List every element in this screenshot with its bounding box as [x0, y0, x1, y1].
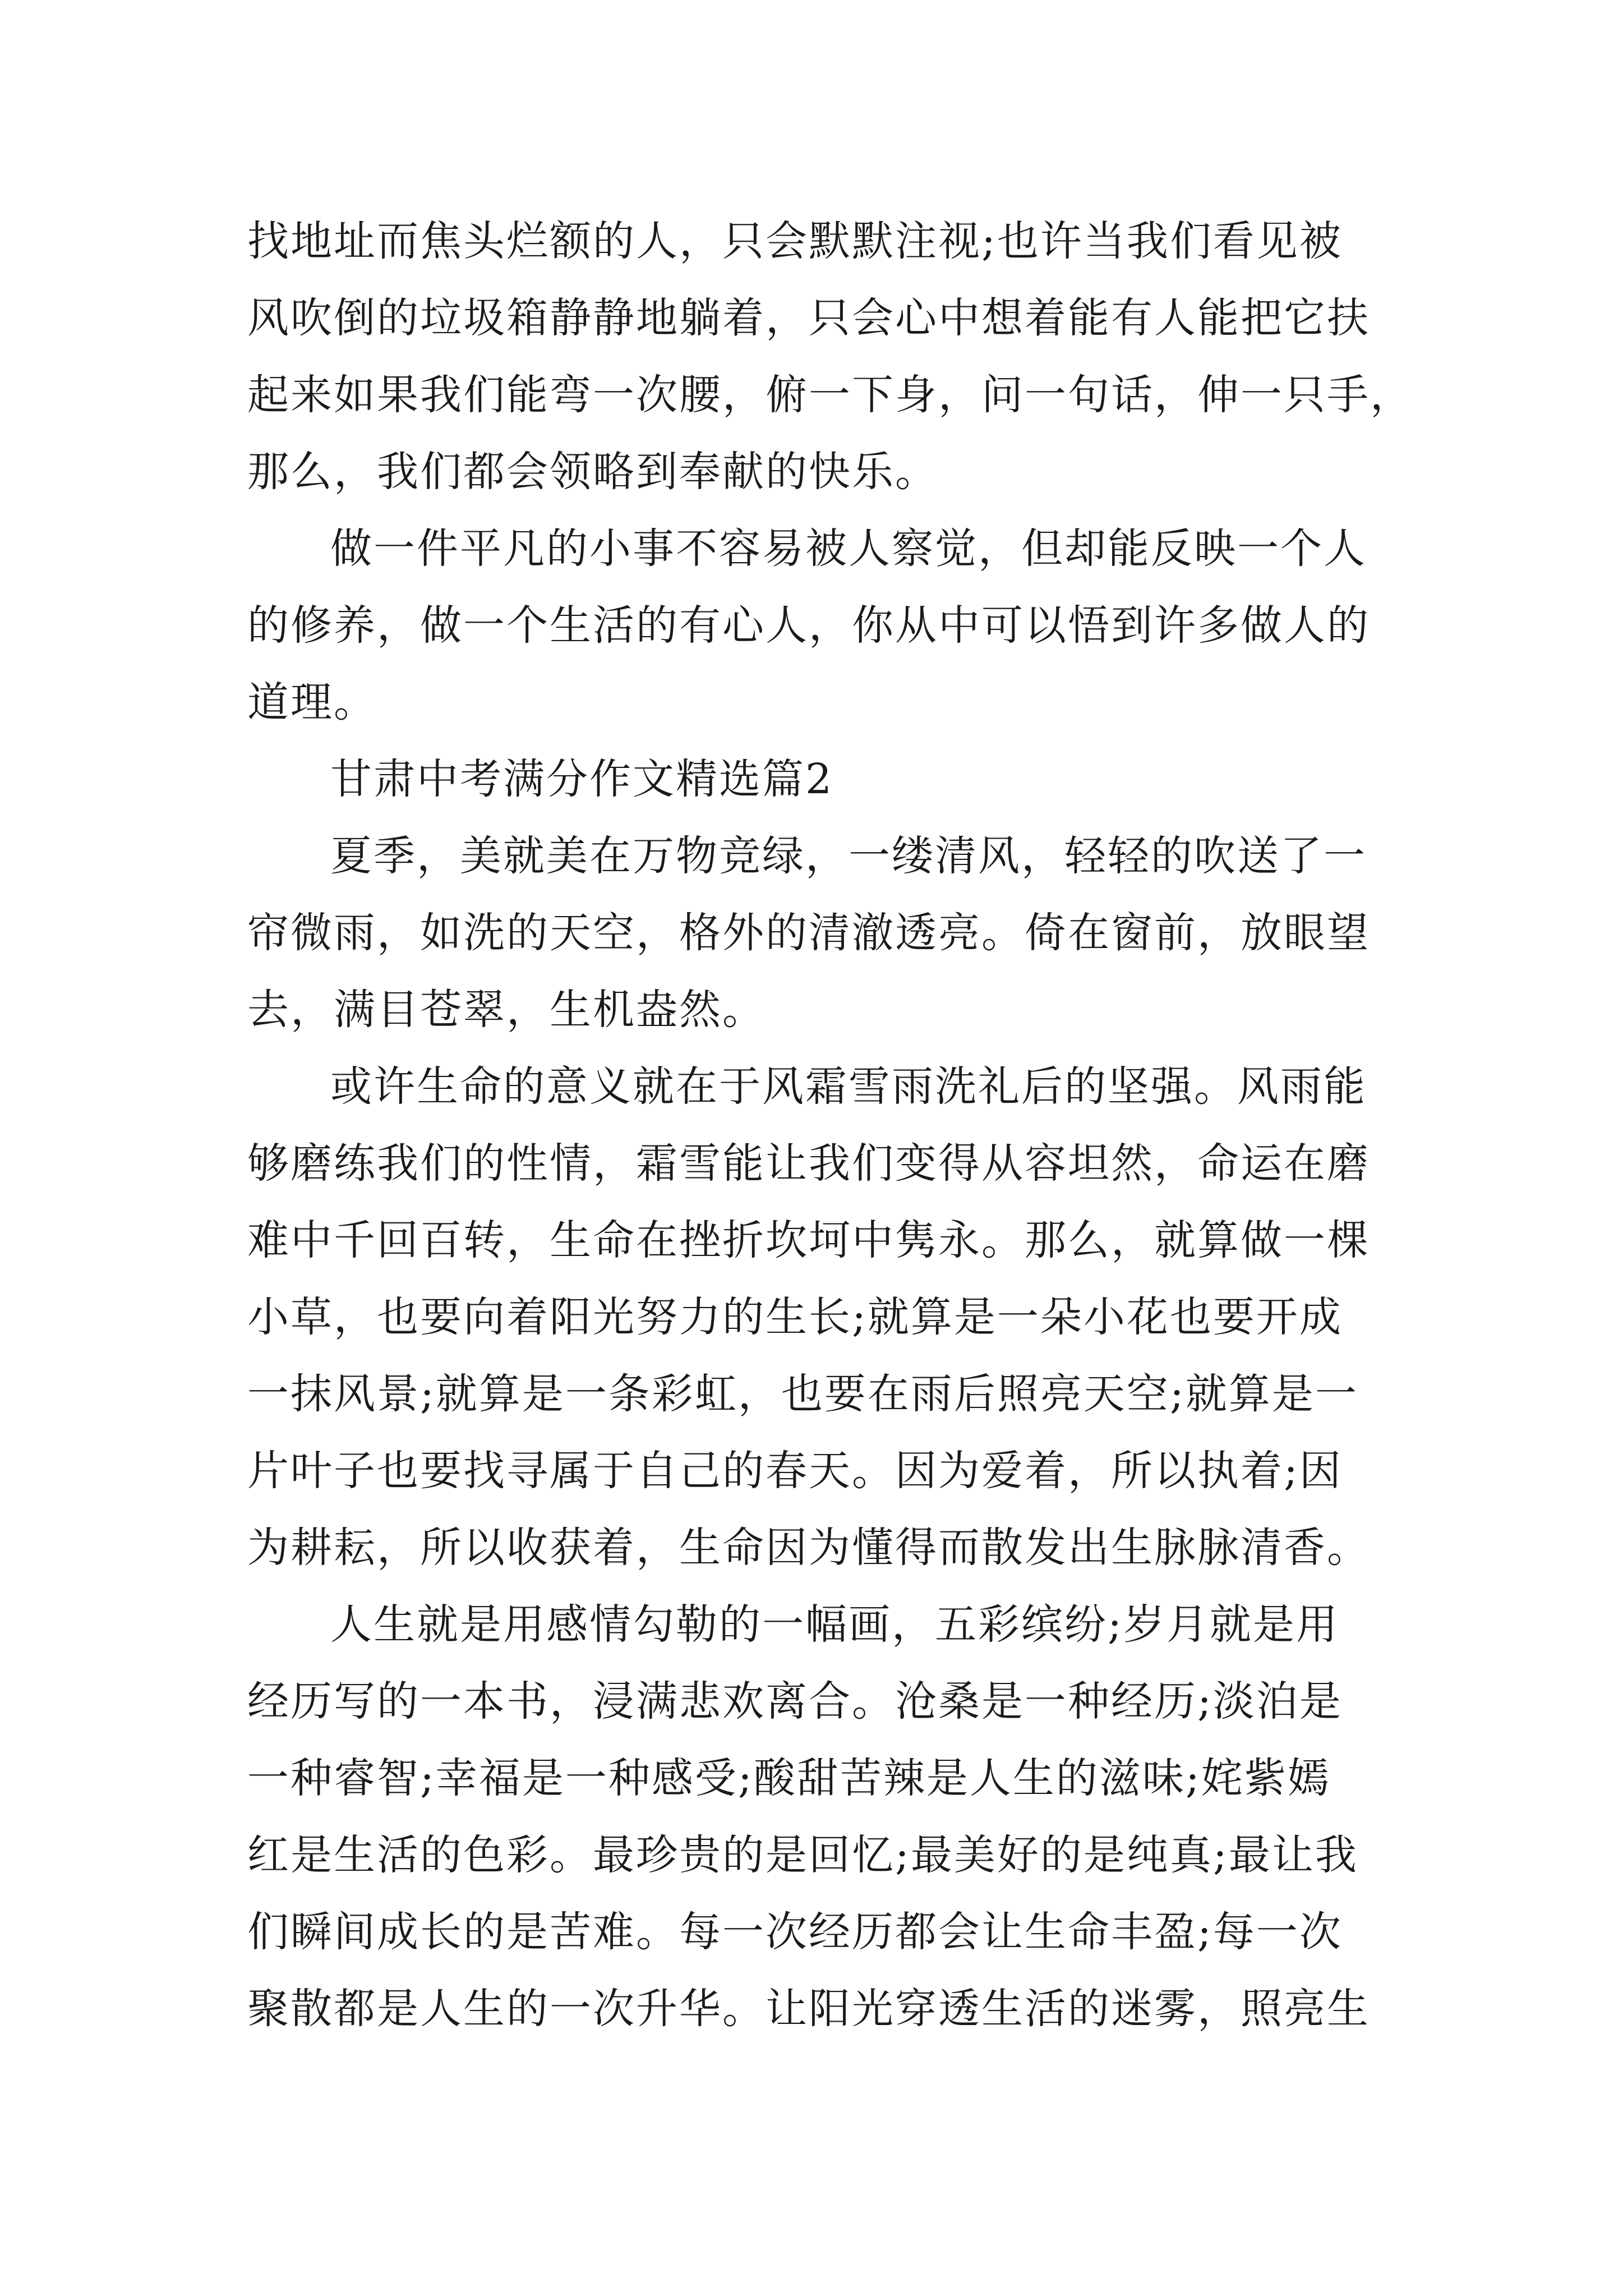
text-line: 们瞬间成长的是苦难。每一次经历都会让生命丰盈;每一次	[247, 1908, 1343, 1956]
text-line: 找地址而焦头烂额的人，只会默默注视;也许当我们看见被	[247, 217, 1343, 265]
text-line: 红是生活的色彩。最珍贵的是回忆;最美好的是纯真;最让我	[247, 1831, 1358, 1879]
text-line: 人生就是用感情勾勒的一幅画，五彩缤纷;岁月就是用	[330, 1600, 1339, 1649]
text-line: 片叶子也要找寻属于自己的春天。因为爱着，所以执着;因	[247, 1447, 1343, 1495]
heading-text: 甘肃中考满分作文精选篇2	[330, 755, 834, 803]
text-line: 小草，也要向着阳光努力的生长;就算是一朵小花也要开成	[247, 1293, 1343, 1341]
text-line: 夏季，美就美在万物竞绿，一缕清风，轻轻的吹送了一	[330, 832, 1367, 880]
text-line: 那么，我们都会领略到奉献的快乐。	[247, 448, 938, 496]
text-line: 够磨练我们的性情，霜雪能让我们变得从容坦然，命运在磨	[247, 1139, 1370, 1188]
paragraph-continuation	[247, 203, 1413, 510]
text-line: 去，满目苍翠，生机盎然。	[247, 986, 766, 1034]
paragraph-conclusion	[247, 510, 1391, 741]
text-line: 风吹倒的垃圾箱静静地躺着，只会心中想着能有人能把它扶	[247, 294, 1370, 342]
text-line: 的修养，做一个生活的有心人，你从中可以悟到许多做人的	[247, 601, 1370, 650]
paragraph-meaning-of-life	[247, 1048, 1391, 1586]
text-line: 起来如果我们能弯一次腰，俯一下身，问一句话，伸一只手，	[247, 371, 1413, 419]
text-line: 经历写的一本书，浸满悲欢离合。沧桑是一种经历;淡泊是	[247, 1677, 1343, 1726]
text-line: 一种睿智;幸福是一种感受;酸甜苦辣是人生的滋味;姹紫嫣	[247, 1754, 1331, 1802]
text-line: 或许生命的意义就在于风霜雪雨洗礼后的坚强。风雨能	[330, 1062, 1367, 1111]
text-line: 一抹风景;就算是一条彩虹，也要在雨后照亮天空;就算是一	[247, 1370, 1358, 1418]
text-line: 聚散都是人生的一次升华。让阳光穿透生活的迷雾，照亮生	[247, 1985, 1370, 2033]
text-line: 道理。	[247, 678, 377, 726]
document-body	[247, 203, 1413, 2047]
text-line: 为耕耘，所以收获着，生命因为懂得而散发出生脉脉清香。	[247, 1524, 1370, 1572]
text-line: 难中千回百转，生命在挫折坎坷中隽永。那么，就算做一棵	[247, 1216, 1370, 1264]
text-line: 做一件平凡的小事不容易被人察觉，但却能反映一个人	[330, 524, 1367, 573]
text-line: 帘微雨，如洗的天空，格外的清澈透亮。倚在窗前，放眼望	[247, 909, 1370, 957]
section-heading	[247, 741, 1391, 818]
paragraph-life-is-painting	[247, 1586, 1391, 2047]
paragraph-summer	[247, 818, 1391, 1048]
